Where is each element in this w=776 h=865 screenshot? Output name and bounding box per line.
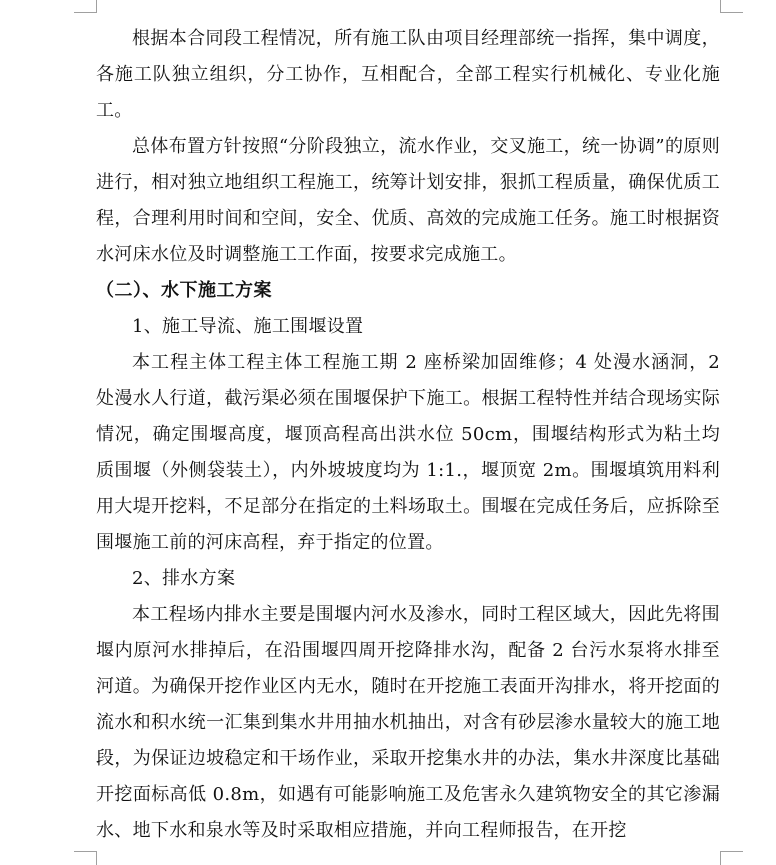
margin-corner-mark (74, 851, 97, 865)
margin-corner-mark (74, 0, 97, 13)
paragraph-cofferdam-details: 本工程主体工程主体工程施工期 2 座桥梁加固维修；4 处漫水涵洞，2 处漫水人行道，截污渠必须在围堰保护下施工。根据工程特性并结合现场实际情况，确定围堰高度，堰顶高程高出洪水位 50cm，围堰结构形式为粘土均质围堰（外侧袋装土），内外坡坡度均为 1:1.，堰顶宽 2m。围堰填筑用料利用大堤开挖料，不足部分在指定的土料场取土。围堰在完成任务后，应拆除至围堰施工前的河床高程，弃于指定的位置。 (96, 352, 720, 553)
margin-corner-mark (720, 851, 743, 865)
paragraph-layout-principle: 总体布置方针按照“分阶段独立，流水作业，交叉施工，统一协调”的原则进行，相对独立地组织工程施工，统筹计划安排，狠抓工程质量，确保优质工程，合理利用时间和空间，安全、优质、高效的完成施工任务。施工时根据资水河床水位及时调整施工工作面，按要求完成施工。 (96, 136, 720, 265)
subheading-drainage-plan: 2、排水方案 (132, 568, 236, 589)
paragraph-drainage-details: 本工程场内排水主要是围堰内河水及渗水，同时工程区域大，因此先将围堰内原河水排掉后，在沿围堰四周开挖降排水沟，配备 2 台污水泵将水排至河道。为确保开挖作业区内无水，随时在开挖施工表面开沟排水，将开挖面的流水和积水统一汇集到集水井用抽水机抽出，对含有砂层渗水量较大的施工地段，为保证边坡稳定和干场作业，采取开挖集水井的办法，集水井深度比基础开挖面标高低 0.8m，如遇有可能影响施工及危害永久建筑物安全的其它渗漏水、地下水和泉水等及时采取相应措施，并向工程师报告，在开挖 (96, 604, 720, 841)
section-heading-underwater-plan: （二）、水下施工方案 (96, 280, 272, 301)
document-body (96, 21, 720, 849)
subheading-diversion-cofferdam: 1、施工导流、施工围堰设置 (132, 316, 364, 337)
paragraph-command-structure: 根据本合同段工程情况，所有施工队由项目经理部统一指挥，集中调度，各施工队独立组织，分工协作，互相配合，全部工程实行机械化、专业化施工。 (96, 28, 720, 121)
margin-corner-mark (720, 0, 743, 13)
